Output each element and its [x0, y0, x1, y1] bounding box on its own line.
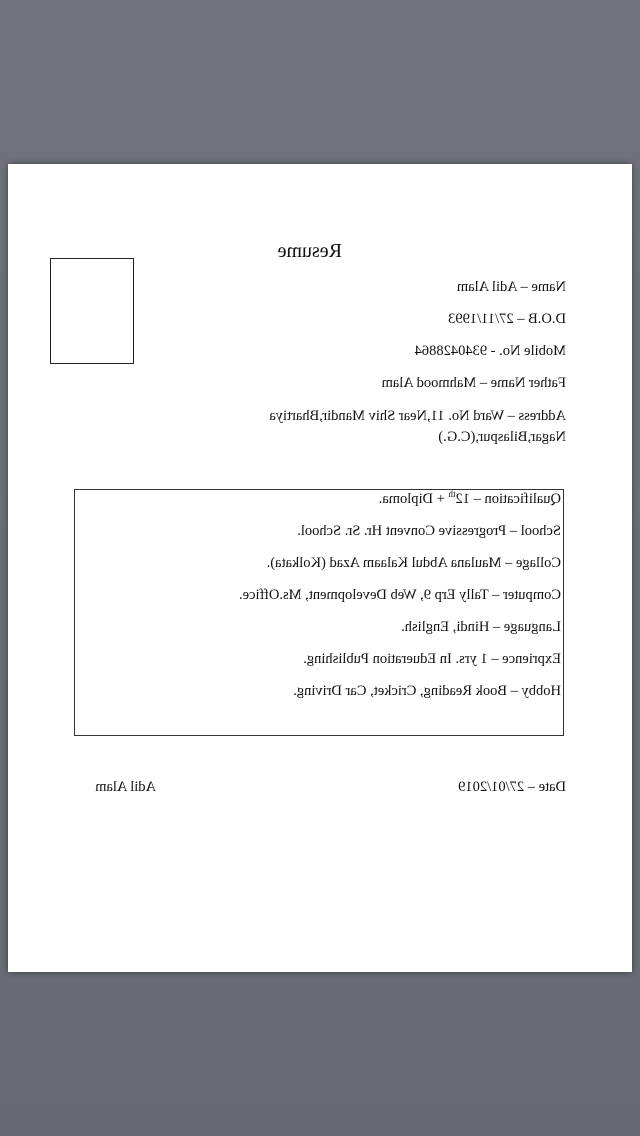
- computer-line: Computer – Tally Erp 9, Web Development, Ms.Office.: [239, 587, 561, 603]
- resume-title: Resume: [277, 240, 342, 262]
- qualification-prefix: Qualification – 12: [455, 491, 561, 507]
- mobile-line: Mobile No. - 9340428864: [414, 343, 566, 359]
- document-page[interactable]: [8, 164, 632, 972]
- qualification-line: [379, 491, 561, 508]
- signature-name: Adil Alam: [95, 779, 156, 795]
- language-line: Language – Hindi, English.: [401, 619, 561, 635]
- experience-line: Exprience – 1 yrs. In Edueration Publishing.: [303, 651, 561, 667]
- college-line: Collage – Maulana Abdul Kalaam Azad (Kolkata).: [266, 555, 561, 571]
- qualification-suffix: + Diploma.: [378, 491, 449, 507]
- address-line: Address – Ward No. 11,Near Shiv Mandir,Bhartiya Nagar,Bilaspur,(C.G.): [269, 408, 566, 445]
- qualification-sup: th: [448, 489, 456, 500]
- photo-placeholder: [50, 258, 134, 364]
- mirrored-scan: [8, 164, 632, 972]
- hobby-line: Hobby – Book Reading, Cricket, Car Driving.: [293, 683, 561, 699]
- education-box: [74, 489, 564, 736]
- school-line: School – Progressive Convent Hr. Sr. School.: [297, 523, 561, 539]
- name-line: Name – Adil Alam: [456, 279, 566, 295]
- date-line: Date – 27/01/2019: [458, 779, 566, 795]
- father-name-line: Father Name – Mahmood Alam: [381, 375, 566, 391]
- dob-line: D.O.B – 27/11/1993: [448, 311, 566, 327]
